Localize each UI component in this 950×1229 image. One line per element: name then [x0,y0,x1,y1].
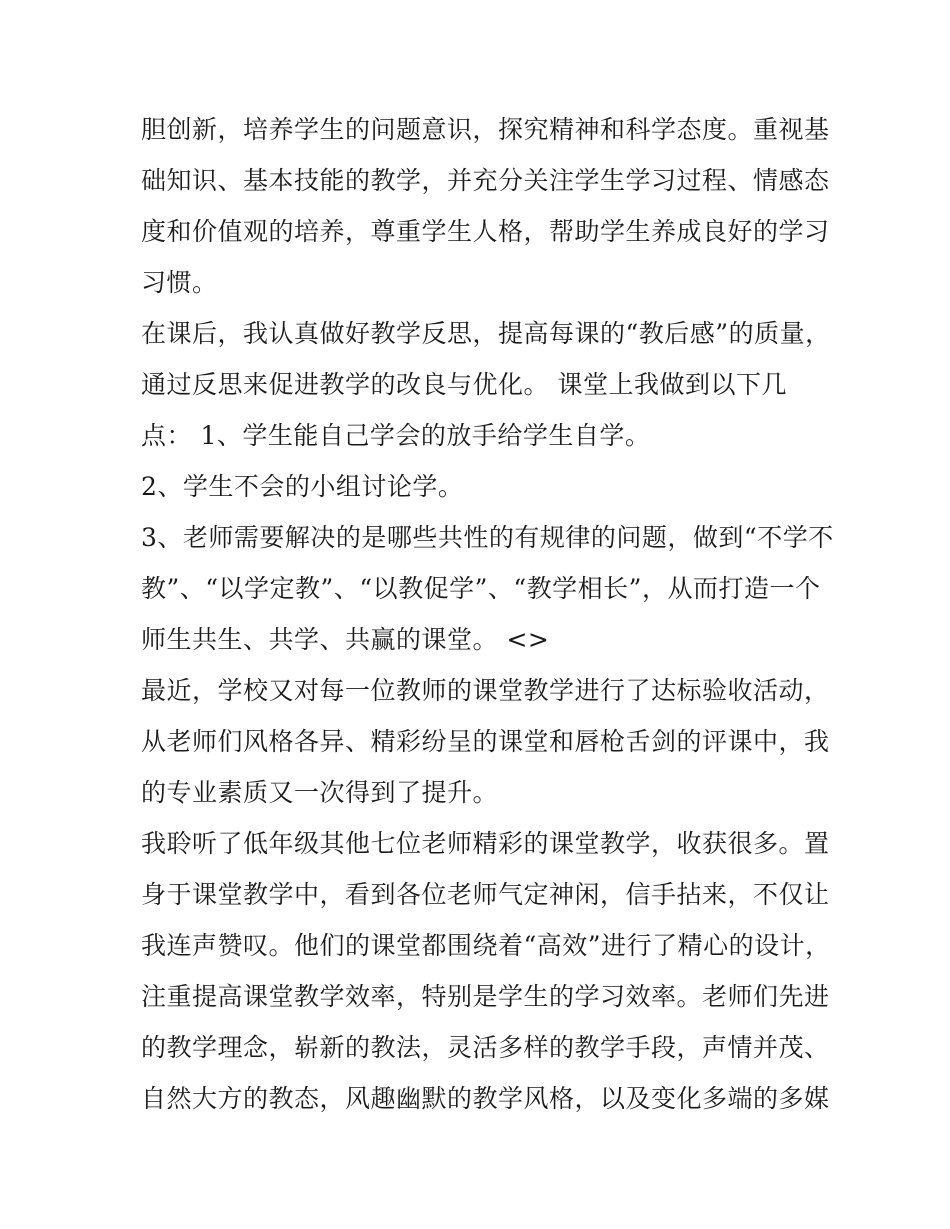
text-line: 度和价值观的培养，尊重学生人格，帮助学生养成良好的学习 [141,217,830,246]
text-line: 胆创新，培养学生的问题意识，探究精神和科学态度。重视基 [141,115,830,144]
text-line: 的专业素质又一次得到了提升。 [141,778,499,807]
text-line: 从老师们风格各异、精彩纷呈的课堂和唇枪舌剑的评课中，我 [141,727,830,756]
text-line: 身于课堂教学中，看到各位老师气定神闲，信手拈来，不仅让 [141,880,830,909]
text-line: 教”、“以学定教”、“以教促学”、“教学相长”，从而打造一个 [141,574,821,603]
text-line: 点： 1、学生能自己学会的放手给学生自学。 [141,421,651,450]
text-line: 的教学理念，崭新的教法，灵活多样的教学手段，声情并茂、 [141,1033,830,1062]
text-line: 师生共生、共学、共赢的课堂。 <> [141,625,550,654]
text-line: 自然大方的教态，风趣幽默的教学风格，以及变化多端的多媒 [141,1084,830,1113]
text-line: 3、老师需要解决的是哪些共性的有规律的问题，做到“不学不 [141,523,834,552]
document-body [141,104,834,1124]
text-line: 通过反思来促进教学的改良与优化。 课堂上我做到以下几 [141,370,787,399]
text-line: 础知识、基本技能的教学，并充分关注学生学习过程、情感态 [141,166,830,195]
text-line: 习惯。 [141,268,218,297]
text-line: 最近，学校又对每一位教师的课堂教学进行了达标验收活动， [141,676,830,705]
text-line: 2、学生不会的小组讨论学。 [141,472,464,501]
text-line: 在课后，我认真做好教学反思，提高每课的“教后感”的质量， [141,319,831,348]
text-line: 我连声赞叹。他们的课堂都围绕着“高效”进行了精心的设计， [141,931,831,960]
text-line: 注重提高课堂教学效率，特别是学生的学习效率。老师们先进 [141,982,830,1011]
text-line: 我聆听了低年级其他七位老师精彩的课堂教学，收获很多。置 [141,829,830,858]
